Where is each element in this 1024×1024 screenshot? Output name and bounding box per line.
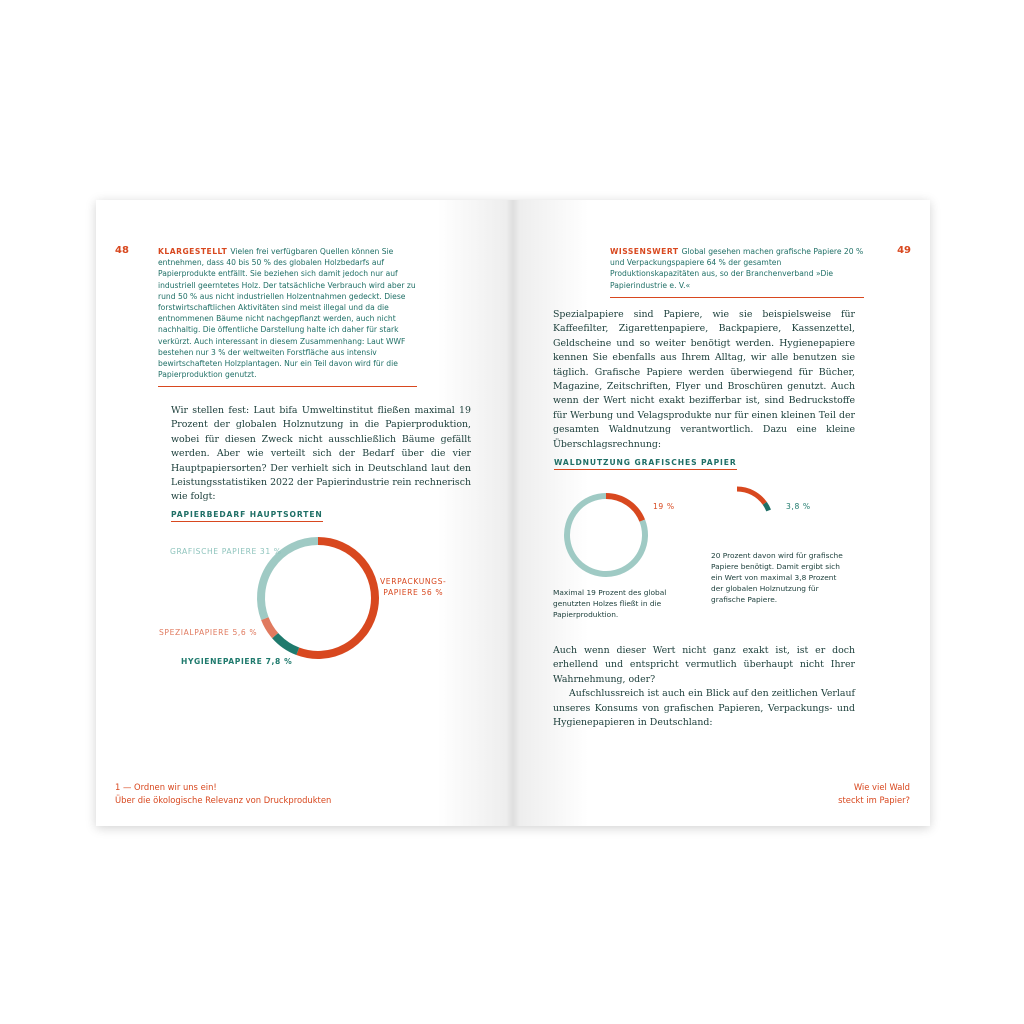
chart-heading-right: WALDNUTZUNG GRAFISCHES PAPIER <box>554 458 737 470</box>
right-body-text: Spezialpapiere sind Papiere, wie sie beispielsweise für Kaffeefilter, Zigarettenpapiere, Backpapiere, Kassenzettel, Geldscheine und so weiter benötigt werden. Hygienepapiere kennen Sie ebenfalls aus Ihrem Alltag, wir alle benutzen sie täglich. Grafische Papiere werden überwiegend für Bücher, Magazine, Zeitschriften, Flyer und Broschüren genutzt. Auch wenn der Wert nicht exakt bezifferbar ist, sind Bedruckstoffe für Werbung und Velagsprodukte nur für einen kleinen Teil der gesamten Waldnutzung verantwortlich. Dazu eine kleine Überschlagsrechnung: <box>553 309 855 450</box>
caption-19-percent: Maximal 19 Prozent des global genutzten Holzes fließt in die Papierproduktion. <box>553 588 667 619</box>
page-number-left: 48 <box>115 245 129 256</box>
left-page <box>96 200 513 826</box>
label-19-percent: 19 % <box>653 502 675 511</box>
label-grafische-papiere: GRAFISCHE PAPIERE 31 % <box>170 547 282 556</box>
donut-slice-2 <box>265 619 275 636</box>
page-number-right: 49 <box>897 245 911 256</box>
label-hygienepapiere: HYGIENEPAPIERE 7,8 % <box>181 657 293 666</box>
footer-left-line1: 1 — Ordnen wir uns ein! <box>115 782 217 792</box>
chart-heading-left: PAPIERBEDARF HAUPTSORTEN <box>171 510 323 522</box>
footer-left <box>115 781 331 806</box>
label-verpackungspapiere: VERPACKUNGS- PAPIERE 56 % <box>380 577 447 597</box>
donut-slice-0 <box>298 541 375 655</box>
note-label: WISSENSWERT <box>610 247 679 256</box>
label-spezialpapiere: SPEZIALPAPIERE 5,6 % <box>159 628 258 637</box>
note-text: Global gesehen machen grafische Papiere 20 % und Verpackungspapiere 64 % der gesamten Produktionskapazitäten aus, so der Branchenverband »Die Papierindustrie e. V.« <box>610 247 864 290</box>
right-page <box>513 200 930 826</box>
note-text: Vielen frei verfügbaren Quellen können Sie entnehmen, dass 40 bis 50 % des globalen Holzbedarfs auf Papierprodukte entfällt. Sie beziehen sich damit jedoch nur auf industriell geerntetes Holz. Der tatsächliche Verbrauch wird aber zu rund 50 % aus nicht industriellen Holzentnahmen gedeckt. Diese forstwirtschaftlichen Aktivitäten sind meist illegal und da die entnommenen Bäume nicht nachgepflanzt werden, auch nicht nachhaltig. Die öffentliche Darstellung halte ich daher für stark verkürzt. Auch interessant in diesem Zusammenhang: Laut WWF bestehen nur 3 % der weltweiten Forstfläche aus intensiv bewirtschafteten Holzplantagen. Nur ein Teil davon wird für die Papierproduktion genutzt. <box>158 247 416 380</box>
paragraph-1: Auch wenn dieser Wert nicht ganz exakt ist, ist er doch erhellend und entspricht vermutlich überhaupt nicht Ihrer Wahrnehmung, oder? <box>553 645 855 685</box>
donut-slice-0 <box>606 496 642 521</box>
donut-slice-1 <box>275 636 298 652</box>
footer-right-line2: steckt im Papier? <box>838 794 910 805</box>
waldnutzung-donut-chart <box>563 492 649 578</box>
note-label: KLARGESTELLT <box>158 247 228 256</box>
paragraph-2: Aufschlussreich ist auch ein Blick auf den zeitlichen Verlauf unseres Konsums von grafischen Papieren, Verpackungs- und Hygienepapieren in Deutschland: <box>553 688 855 729</box>
wissenswert-note <box>610 246 864 298</box>
arc-slice-1 <box>765 503 769 510</box>
caption-3-8-percent: 20 Prozent davon wird für grafische Papiere benötigt. Damit ergibt sich ein Wert von maximal 3,8 Prozent der globalen Holznutzung für grafische Papiere. <box>711 551 843 604</box>
arc-slice-0 <box>737 489 765 503</box>
open-book <box>96 200 930 826</box>
footer-left-line2: Über die ökologische Relevanz von Druckprodukten <box>115 794 332 805</box>
footer-right <box>838 781 910 806</box>
klargestellt-note <box>158 246 417 387</box>
label-3-8-percent: 3,8 % <box>786 502 811 511</box>
right-body-text-2 <box>553 644 855 730</box>
footer-right-line1: Wie viel Wald <box>853 782 910 792</box>
book-spine <box>506 200 520 826</box>
left-body-text: Wir stellen fest: Laut bifa Umweltinstitut fließen maximal 19 Prozent der globalen Holznutzung in die Papierproduktion, wobei für diesen Zweck nicht ausschließlich Bäume gefällt werden. Aber wie verteilt sich der Bedarf über die vier Hauptpapiersorten? Der verhielt sich in Deutschland laut den Leistungsstatistiken 2022 der Papierindustrie rein rechnerisch wie folgt: <box>171 405 471 503</box>
